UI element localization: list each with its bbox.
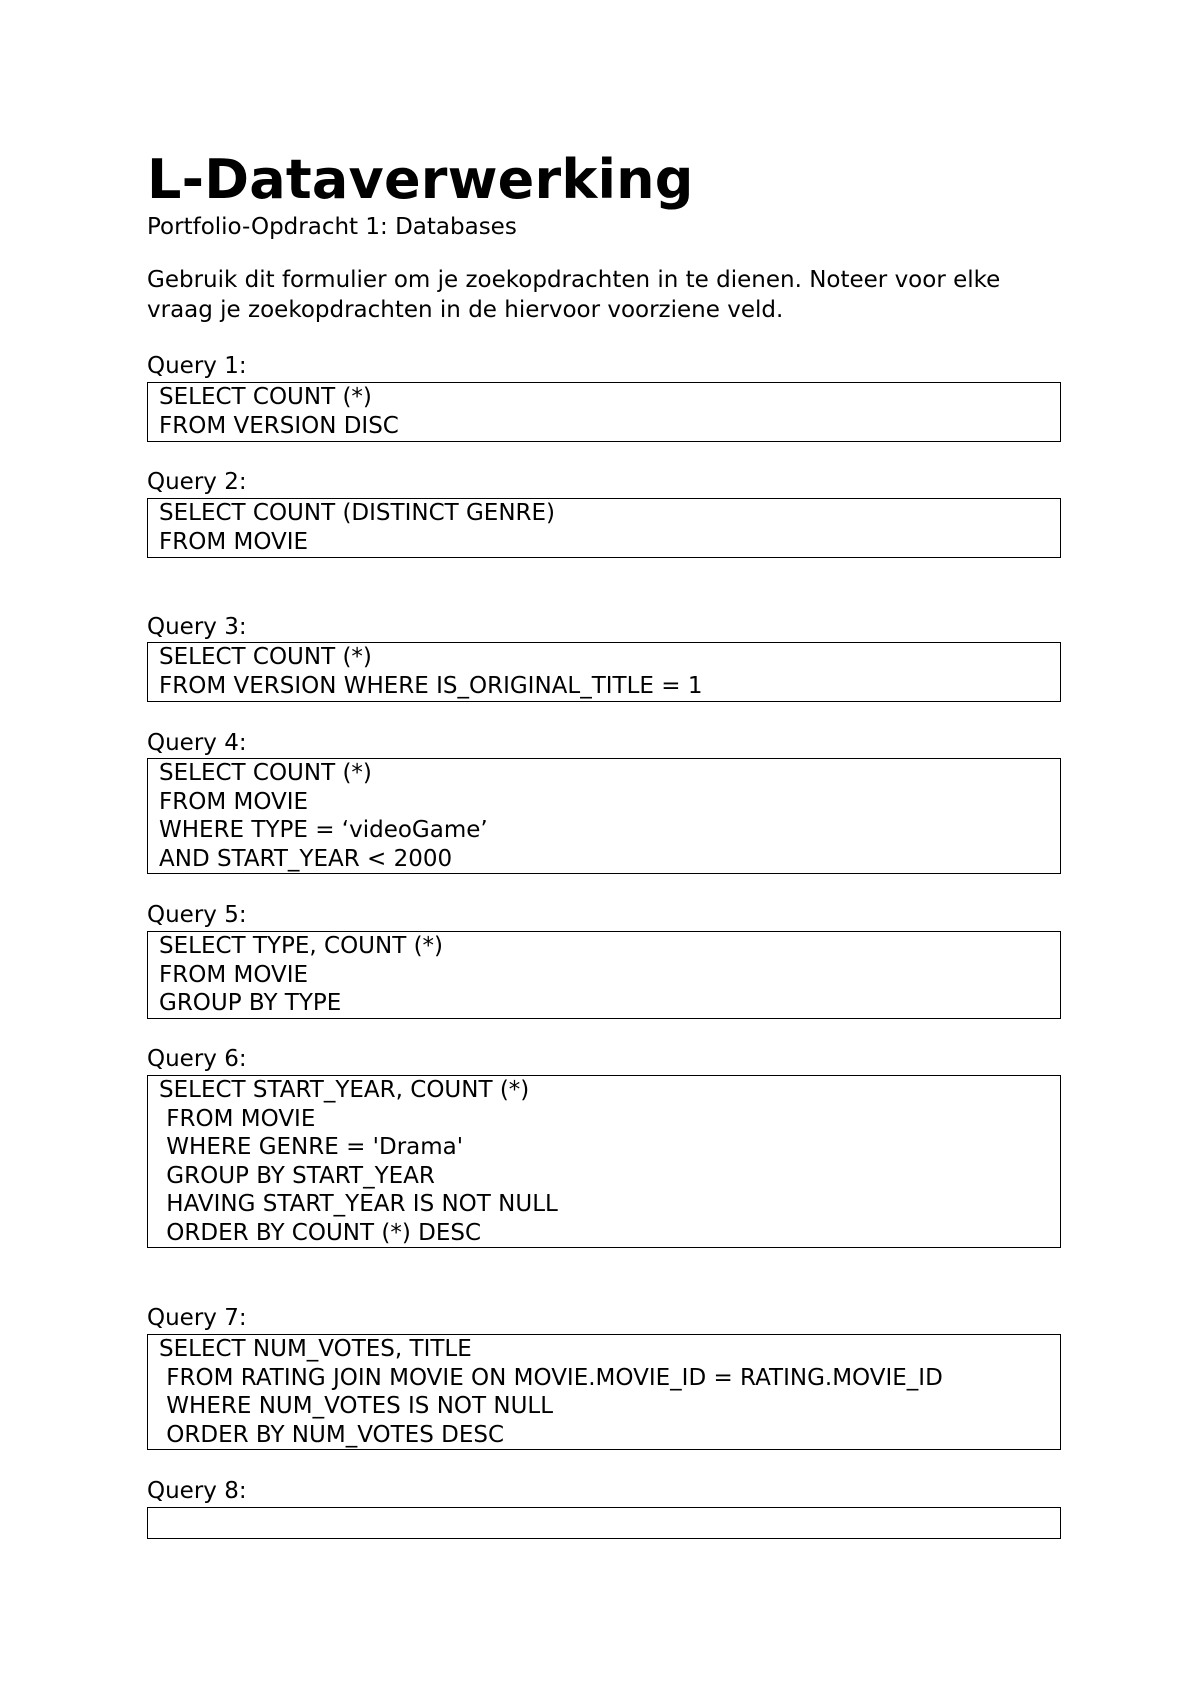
query-1-answer-field[interactable] (147, 382, 1061, 442)
query-6-line: SELECT START_YEAR, COUNT (*) (159, 1077, 530, 1103)
query-6-line: FROM MOVIE (159, 1105, 316, 1132)
query-4-label: Query 4: (147, 730, 247, 756)
query-6-line: HAVING START_YEAR IS NOT NULL (159, 1191, 558, 1217)
query-7-line: ORDER BY NUM_VOTES DESC (159, 1421, 505, 1448)
query-6-answer-field[interactable] (147, 1075, 1061, 1248)
query-7-label: Query 7: (147, 1305, 247, 1331)
query-4-line: FROM MOVIE (159, 788, 309, 815)
query-4-line: WHERE TYPE = ‘videoGame’ (159, 817, 488, 843)
query-3-answer-field[interactable] (147, 642, 1061, 702)
query-7-line: FROM RATING JOIN MOVIE ON MOVIE.MOVIE_ID = RATING.MOVIE_ID (159, 1364, 943, 1391)
query-3-line: SELECT COUNT (*) (159, 644, 372, 670)
query-2-line: SELECT COUNT (DISTINCT GENRE) (159, 500, 556, 526)
query-4-line: AND START_YEAR < 2000 (159, 845, 453, 872)
query-6-line: ORDER BY COUNT (*) DESC (159, 1219, 482, 1246)
query-8-line (159, 1508, 1060, 1537)
query-1-label: Query 1: (147, 353, 247, 379)
document-subtitle: Portfolio-Opdracht 1: Databases (147, 214, 517, 240)
document-title: L-Dataverwerking (147, 148, 694, 211)
query-8-answer-field[interactable] (147, 1507, 1061, 1539)
query-5-answer-field[interactable] (147, 931, 1061, 1019)
query-5-line: SELECT TYPE, COUNT (*) (159, 933, 444, 959)
query-5-line: FROM MOVIE (159, 961, 309, 988)
query-3-line: FROM VERSION WHERE IS_ORIGINAL_TITLE = 1 (159, 672, 703, 699)
query-2-line: FROM MOVIE (159, 528, 309, 555)
query-7-line: SELECT NUM_VOTES, TITLE (159, 1336, 472, 1362)
query-6-label: Query 6: (147, 1046, 247, 1072)
query-1-line: SELECT COUNT (*) (159, 384, 372, 410)
query-6-line: GROUP BY START_YEAR (159, 1162, 435, 1189)
query-7-line: WHERE NUM_VOTES IS NOT NULL (159, 1393, 554, 1419)
query-4-line: SELECT COUNT (*) (159, 760, 372, 786)
query-6-line: WHERE GENRE = 'Drama' (159, 1134, 464, 1160)
query-3-label: Query 3: (147, 614, 247, 640)
query-5-line: GROUP BY TYPE (159, 990, 342, 1016)
query-2-answer-field[interactable] (147, 498, 1061, 558)
query-8-label: Query 8: (147, 1478, 247, 1504)
document-instructions: Gebruik dit formulier om je zoekopdrachten in te dienen. Noteer voor elke vraag je zoekopdrachten in de hiervoor voorziene veld. (147, 267, 1001, 323)
query-4-answer-field[interactable] (147, 758, 1061, 874)
query-2-label: Query 2: (147, 469, 247, 495)
query-7-answer-field[interactable] (147, 1334, 1061, 1450)
query-1-line: FROM VERSION DISC (159, 412, 399, 439)
query-5-label: Query 5: (147, 902, 247, 928)
